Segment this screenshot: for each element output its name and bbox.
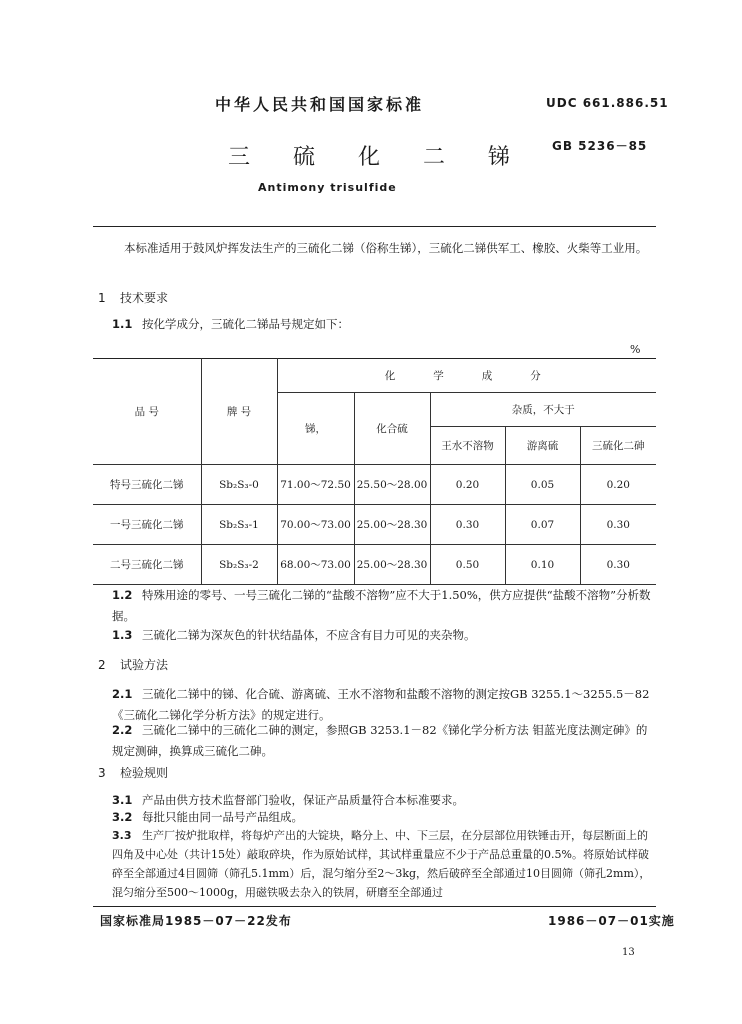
cell-grade: Sb₂S₃-2	[201, 545, 277, 585]
cell-s: 25.00～28.30	[354, 505, 430, 545]
section-title: 试验方法	[120, 658, 169, 672]
clause-1-3	[112, 625, 657, 646]
header-water-insoluble: 王水不溶物	[430, 427, 505, 465]
cell-sb: 68.00～73.00	[277, 545, 354, 585]
page-number: 13	[622, 947, 635, 958]
cell-name: 二号三硫化二锑	[93, 545, 201, 585]
clause-text: 产品由供方技术监督部门验收，保证产品质量符合本标准要求。	[142, 793, 464, 807]
header-name: 品 号	[93, 359, 201, 465]
intro-paragraph: 本标准适用于鼓风炉挥发法生产的三硫化二锑（俗称生锑），三硫化二锑供军工、橡胶、火柴等工业用。	[124, 241, 648, 255]
cell-s: 25.50～28.00	[354, 465, 430, 505]
clause-3-3	[112, 826, 657, 902]
clause-number: 1.2	[112, 588, 133, 602]
clause-number: 3.2	[112, 810, 133, 824]
header-grade: 牌 号	[201, 359, 277, 465]
cell-s: 25.00～28.30	[354, 545, 430, 585]
cell-free-sulfur: 0.05	[505, 465, 580, 505]
clause-text: 三硫化二锑中的三硫化二砷的测定，参照GB 3253.1－82《锑化学分析方法 钼蓝光度法测定砷》的规定测砷，换算成三硫化二砷。	[112, 723, 648, 758]
effective-date: 1986－07－01实施	[548, 914, 675, 928]
clause-3-2	[112, 807, 657, 828]
table-row	[93, 465, 656, 505]
clause-text: 特殊用途的零号、一号三硫化二锑的“盐酸不溶物”应不大于1.50%，供方应提供“盐酸不溶物”分析数据。	[112, 588, 651, 623]
footer-divider	[93, 906, 656, 907]
cell-sb: 71.00～72.50	[277, 465, 354, 505]
cell-grade: Sb₂S₃-0	[201, 465, 277, 505]
document-subtitle: Antimony trisulfide	[258, 181, 397, 194]
issue-date: 国家标准局1985－07－22发布	[100, 914, 292, 928]
section-number: 1	[98, 291, 106, 305]
section-title: 技术要求	[120, 291, 169, 305]
clause-number: 1.1	[112, 317, 133, 331]
cell-sb: 70.00～73.00	[277, 505, 354, 545]
clause-number: 3.1	[112, 793, 133, 807]
header-chem: 化学成分	[277, 359, 656, 393]
standard-org-title: 中华人民共和国国家标准	[215, 95, 425, 114]
section-title: 检验规则	[120, 766, 169, 780]
clause-number: 1.3	[112, 628, 133, 642]
clause-text: 生产厂按炉批取样，将每炉产出的大锭块，略分上、中、下三层，在分层部位用铁锤击开，每层断面上的四角及中心处（共计15处）敲取碎块，作为原始试样，其试样重量应不少于产品总重量的0.5%。将原始试样破碎至全部通过4目圆筛（筛孔5.1mm）后，混匀缩分至2～3kg，然后破碎至全部通过10目圆筛（筛孔2mm），混匀缩分至500～1000g，用磁铁吸去杂入的铁屑，研磨至全部通过	[112, 829, 651, 899]
udc-code: UDC 661.886.51	[546, 96, 669, 110]
cell-insoluble: 0.50	[430, 545, 505, 585]
clause-2-2	[112, 720, 657, 762]
table-row	[93, 545, 656, 585]
section-number: 3	[98, 766, 106, 780]
header-divider	[93, 226, 656, 227]
clause-text: 按化学成分，三硫化二锑品号规定如下：	[142, 317, 349, 331]
section-2-heading	[98, 656, 168, 673]
composition-table	[93, 358, 656, 585]
cell-sb2s3: 0.20	[580, 465, 656, 505]
clause-number: 2.2	[112, 723, 133, 737]
table-row	[93, 505, 656, 545]
clause-number: 3.3	[112, 829, 132, 842]
clause-text: 三硫化二锑中的锑、化合硫、游离硫、王水不溶物和盐酸不溶物的测定按GB 3255.1～3255.5－82《三硫化二锑化学分析方法》的规定进行。	[112, 687, 650, 722]
clause-text: 三硫化二锑为深灰色的针状结晶体，不应含有目力可见的夹杂物。	[142, 628, 476, 642]
cell-name: 特号三硫化二锑	[93, 465, 201, 505]
cell-sb2s3: 0.30	[580, 545, 656, 585]
section-number: 2	[98, 658, 106, 672]
gb-number: GB 5236－85	[552, 139, 648, 153]
clause-1-1	[112, 314, 652, 335]
cell-insoluble: 0.20	[430, 465, 505, 505]
header-impurity: 杂质，不大于	[430, 393, 656, 427]
clause-number: 2.1	[112, 687, 133, 701]
section-3-heading	[98, 764, 168, 781]
header-free-sulfur: 游离硫	[505, 427, 580, 465]
header-sb2s3: 三硫化二砷	[580, 427, 656, 465]
cell-sb2s3: 0.30	[580, 505, 656, 545]
cell-grade: Sb₂S₃-1	[201, 505, 277, 545]
cell-free-sulfur: 0.07	[505, 505, 580, 545]
header-s: 化合硫	[354, 393, 430, 465]
section-1-heading	[98, 289, 168, 306]
header-sb: 锑，	[277, 393, 354, 465]
clause-1-2	[112, 585, 657, 627]
unit-label: %	[630, 343, 641, 356]
clause-text: 每批只能由同一品号产品组成。	[142, 810, 303, 824]
cell-name: 一号三硫化二锑	[93, 505, 201, 545]
cell-insoluble: 0.30	[430, 505, 505, 545]
cell-free-sulfur: 0.10	[505, 545, 580, 585]
document-title: 三 硫 化 二 锑	[228, 145, 528, 170]
